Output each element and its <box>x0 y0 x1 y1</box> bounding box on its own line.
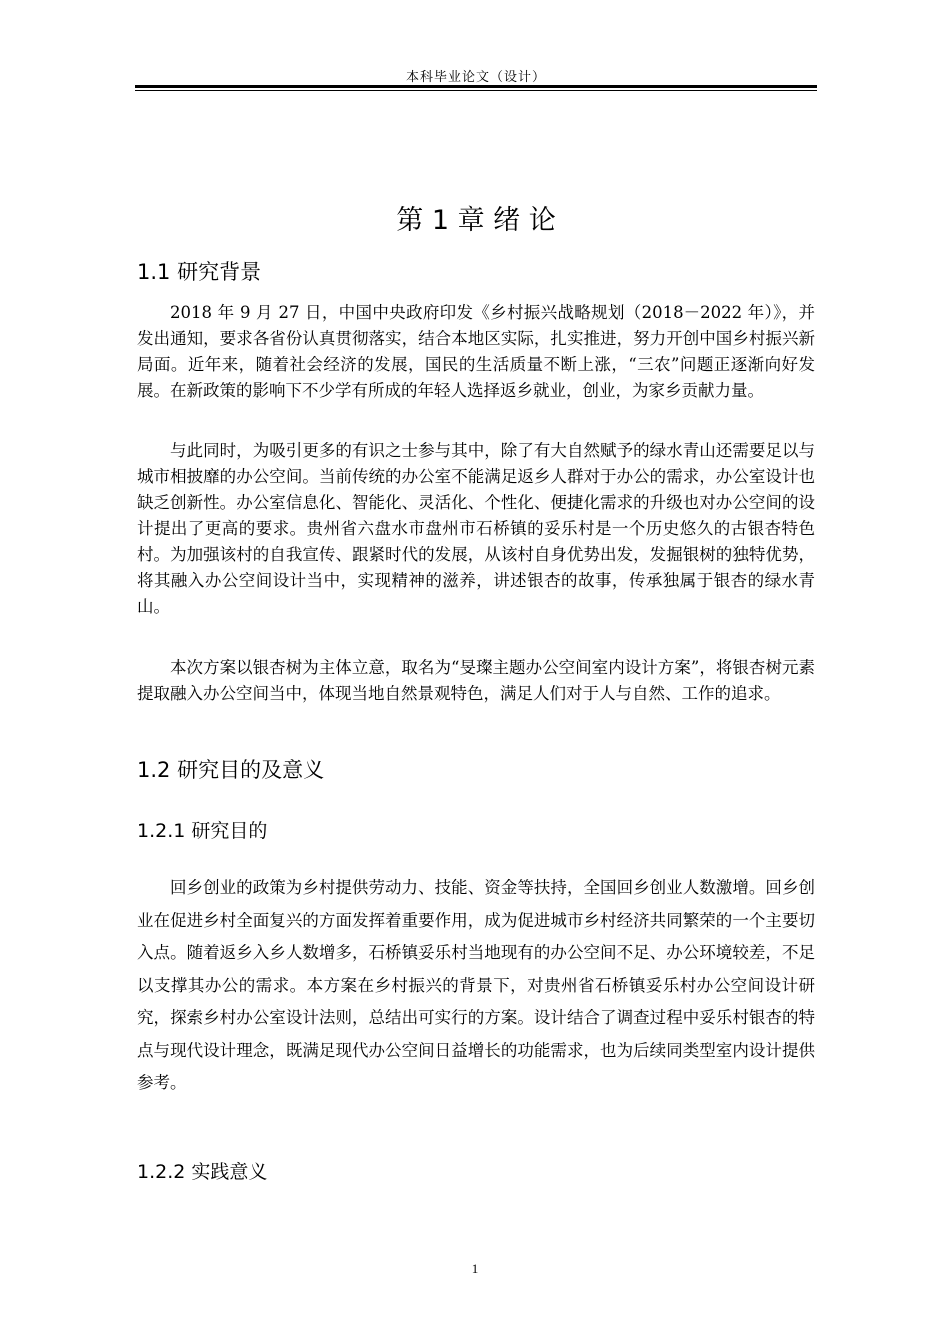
header-rule-thick <box>135 85 817 88</box>
running-header: 本科毕业论文（设计） <box>405 70 546 85</box>
chapter-title: 第 1 章 绪 论 <box>396 205 556 236</box>
paragraph-research-purpose: 回乡创业的政策为乡村提供劳动力、技能、资金等扶持，全国回乡创业人数激增。回乡创业在促进乡村全面复兴的方面发挥着重要作用，成为促进城市乡村经济共同繁荣的一个主要切入点。随着返乡入乡人数增多，石桥镇妥乐村当地现有的办公空间不足、办公环境较差，不足以支撑其办公的需求。本方案在乡村振兴的背景下，对贵州省石桥镇妥乐村办公空间设计研究，探索乡村办公室设计法则，总结出可实行的方案。设计结合了调查过程中妥乐村银杏的特点与现代设计理念，既满足现代办公空间日益增长的功能需求，也为后续同类型室内设计提供参考。 <box>137 878 815 1092</box>
paragraph-background-1: 2018 年 9 月 27 日，中国中央政府印发《乡村振兴战略规划（2018－2022 年）》，并发出通知，要求各省份认真贯彻落实，结合本地区实际，扎实推进，努力开创中国乡村振兴新局面。近年来，随着社会经济的发展，国民的生活质量不断上涨，“三农”问题正逐渐向好发展。在新政策的影响下不少学有所成的年轻人选择返乡就业，创业，为家乡贡献力量。 <box>137 303 815 400</box>
paragraph-background-2: 与此同时，为吸引更多的有识之士参与其中，除了有大自然赋予的绿水青山还需要足以与城市相披靡的办公空间。当前传统的办公室不能满足返乡人群对于办公的需求，办公室设计也缺乏创新性。办公室信息化、智能化、灵活化、个性化、便捷化需求的升级也对办公空间的设计提出了更高的要求。贵州省六盘水市盘州市石桥镇的妥乐村是一个历史悠久的古银杏特色村。为加强该村的自我宣传、跟紧时代的发展，从该村自身优势出发，发掘银树的独特优势，将其融入办公空间设计当中，实现精神的滋养，讲述银杏的故事，传承独属于银杏的绿水青山。 <box>137 441 815 616</box>
section-heading-1-2: 1.2 研究目的及意义 <box>137 758 325 782</box>
section-heading-1-1: 1.1 研究背景 <box>137 260 262 284</box>
subsection-heading-1-2-2: 1.2.2 实践意义 <box>137 1161 268 1183</box>
header-rule-thin <box>135 90 817 91</box>
page-number: 1 <box>471 1261 479 1276</box>
paragraph-background-3: 本次方案以银杏树为主体立意，取名为“旻璨主题办公空间室内设计方案”，将银杏树元素提取融入办公空间当中，体现当地自然景观特色，满足人们对于人与自然、工作的追求。 <box>137 658 815 703</box>
subsection-heading-1-2-1: 1.2.1 研究目的 <box>137 820 268 842</box>
